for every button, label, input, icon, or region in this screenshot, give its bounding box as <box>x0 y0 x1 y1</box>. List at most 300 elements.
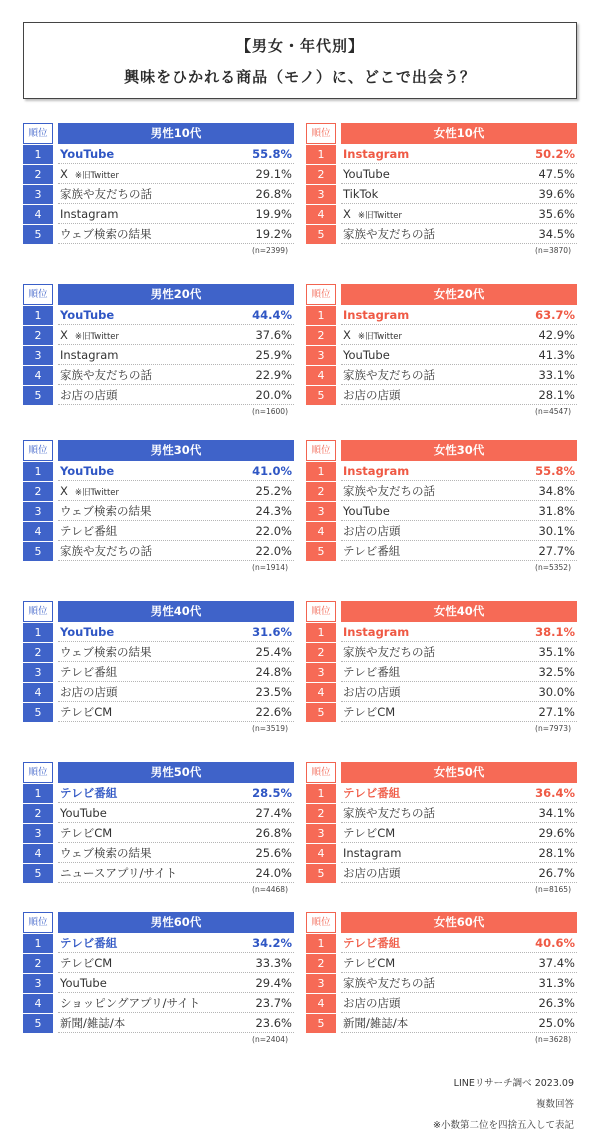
item-label-cell <box>60 385 118 405</box>
item-label: X <box>60 328 68 342</box>
item-label-cell <box>343 863 401 883</box>
rank-cell: 2 <box>306 481 336 501</box>
item-value: 26.8% <box>255 187 292 201</box>
group-header: 女性20代 <box>341 284 577 305</box>
row-divider <box>341 882 577 883</box>
item-label-cell <box>60 345 119 365</box>
table-row <box>23 521 294 541</box>
item-label-cell <box>60 481 119 501</box>
item-label: YouTube <box>343 504 390 518</box>
rank-cell: 4 <box>23 682 53 702</box>
sample-size: (n=2399) <box>252 246 288 255</box>
item-label-cell <box>60 973 107 993</box>
item-label-cell <box>60 1013 125 1033</box>
item-label-cell <box>343 385 401 405</box>
table-header <box>23 912 294 933</box>
table-row <box>23 823 294 843</box>
sample-size: (n=7973) <box>535 724 571 733</box>
rank-header: 順位 <box>306 762 336 783</box>
rank-cell: 2 <box>306 803 336 823</box>
table-row <box>306 863 577 883</box>
item-label-cell <box>60 204 119 224</box>
row-divider <box>341 243 577 244</box>
row-divider <box>58 560 294 561</box>
ranking-table <box>23 762 294 897</box>
table-row <box>306 305 577 325</box>
item-label: テレビ番組 <box>343 936 401 950</box>
item-label-cell <box>343 541 400 561</box>
item-label-cell <box>343 164 390 184</box>
item-label: YouTube <box>60 464 115 478</box>
table-row <box>23 204 294 224</box>
item-label-cell <box>343 501 390 521</box>
sample-size: (n=4547) <box>535 407 571 416</box>
table-header <box>23 284 294 305</box>
item-value: 25.4% <box>255 645 292 659</box>
item-value: 35.6% <box>538 207 575 221</box>
table-row <box>306 823 577 843</box>
item-value: 26.7% <box>538 866 575 880</box>
item-label: ニュースアプリ/サイト <box>60 866 178 880</box>
item-value: 37.4% <box>538 956 575 970</box>
ranking-table <box>306 912 577 1047</box>
group-header: 男性30代 <box>58 440 294 461</box>
item-label-cell <box>343 144 409 164</box>
group-header: 男性50代 <box>58 762 294 783</box>
item-label-cell <box>343 843 402 863</box>
rank-cell: 5 <box>306 224 336 244</box>
rank-header: 順位 <box>306 284 336 305</box>
item-label-cell <box>60 642 152 662</box>
table-row <box>306 224 577 244</box>
item-label: 家族や友だちの話 <box>343 368 435 382</box>
row-divider <box>341 1032 577 1033</box>
rank-cell: 2 <box>306 953 336 973</box>
item-label: テレビ番組 <box>60 786 118 800</box>
rank-cell: 4 <box>306 682 336 702</box>
rank-cell: 3 <box>306 973 336 993</box>
rank-cell: 2 <box>23 325 53 345</box>
item-label: ウェブ検索の結果 <box>60 504 152 518</box>
ranking-table <box>23 912 294 1047</box>
table-row <box>306 993 577 1013</box>
item-value: 34.2% <box>252 936 292 950</box>
sample-size: (n=1914) <box>252 563 288 572</box>
item-label: TikTok <box>343 187 379 201</box>
item-label: Instagram <box>343 147 410 161</box>
rank-cell: 4 <box>23 365 53 385</box>
sample-size: (n=3628) <box>535 1035 571 1044</box>
rank-header: 順位 <box>23 601 53 622</box>
item-label-cell <box>60 184 152 204</box>
sample-size: (n=3870) <box>535 246 571 255</box>
rank-cell: 1 <box>23 144 53 164</box>
item-label-cell <box>60 933 117 953</box>
item-value: 25.6% <box>255 846 292 860</box>
item-label-cell <box>343 521 401 541</box>
row-divider <box>341 560 577 561</box>
rank-cell: 1 <box>23 622 53 642</box>
table-row <box>23 953 294 973</box>
item-value: 28.5% <box>252 786 292 800</box>
table-row <box>306 521 577 541</box>
table-row <box>23 622 294 642</box>
item-value: 19.9% <box>255 207 292 221</box>
rank-cell: 1 <box>306 933 336 953</box>
item-label-cell <box>343 481 435 501</box>
sample-size: (n=2404) <box>252 1035 288 1044</box>
rank-cell: 1 <box>306 144 336 164</box>
item-label-cell <box>60 501 152 521</box>
group-header: 女性10代 <box>341 123 577 144</box>
item-value: 28.1% <box>538 388 575 402</box>
row-divider <box>58 243 294 244</box>
row-divider <box>341 404 577 405</box>
sample-size: (n=3519) <box>252 724 288 733</box>
item-label-cell <box>60 682 118 702</box>
table-row <box>306 642 577 662</box>
item-label: テレビCM <box>343 956 396 970</box>
ranking-table <box>23 123 294 258</box>
rank-header: 順位 <box>23 912 53 933</box>
rank-cell: 5 <box>306 863 336 883</box>
item-label-cell <box>343 204 402 224</box>
table-row <box>306 622 577 642</box>
item-label: テレビ番組 <box>343 665 401 679</box>
item-label: 家族や友だちの話 <box>343 227 435 241</box>
item-label: Instagram <box>343 464 410 478</box>
item-label-cell <box>60 521 117 541</box>
rank-cell: 3 <box>23 823 53 843</box>
item-value: 28.1% <box>538 846 575 860</box>
table-row <box>306 481 577 501</box>
table-header <box>306 912 577 933</box>
rank-cell: 3 <box>23 662 53 682</box>
table-row <box>306 843 577 863</box>
table-row <box>23 325 294 345</box>
item-value: 41.3% <box>538 348 575 362</box>
item-label: YouTube <box>343 167 390 181</box>
item-note: ※旧Twitter <box>74 171 120 181</box>
item-label: お店の店頭 <box>60 388 118 402</box>
ranking-table <box>306 284 577 419</box>
item-value: 23.6% <box>255 1016 292 1030</box>
rank-cell: 5 <box>306 1013 336 1033</box>
table-header <box>306 601 577 622</box>
item-value: 29.6% <box>538 826 575 840</box>
item-label: ウェブ検索の結果 <box>60 846 152 860</box>
table-row <box>306 783 577 803</box>
item-value: 26.8% <box>255 826 292 840</box>
item-value: 33.3% <box>255 956 292 970</box>
item-label-cell <box>343 682 401 702</box>
row-divider <box>58 721 294 722</box>
item-label: X <box>343 207 351 221</box>
item-label: Instagram <box>60 207 119 221</box>
table-row <box>306 953 577 973</box>
item-label-cell <box>60 224 152 244</box>
item-value: 26.3% <box>538 996 575 1010</box>
item-label: テレビCM <box>343 705 396 719</box>
rank-cell: 2 <box>23 481 53 501</box>
item-value: 44.4% <box>252 308 292 322</box>
item-value: 50.2% <box>535 147 575 161</box>
table-row <box>23 501 294 521</box>
rank-cell: 2 <box>306 164 336 184</box>
table-row <box>306 144 577 164</box>
item-label: 家族や友だちの話 <box>60 187 152 201</box>
rank-cell: 4 <box>23 521 53 541</box>
rank-header: 順位 <box>23 284 53 305</box>
table-row <box>23 843 294 863</box>
item-value: 33.1% <box>538 368 575 382</box>
rank-cell: 5 <box>23 863 53 883</box>
table-row <box>23 461 294 481</box>
rank-cell: 4 <box>306 521 336 541</box>
row-divider <box>58 404 294 405</box>
sample-size: (n=8165) <box>535 885 571 894</box>
table-row <box>23 682 294 702</box>
item-note: ※旧Twitter <box>74 332 120 342</box>
table-row <box>23 144 294 164</box>
item-label-cell <box>60 325 119 345</box>
table-row <box>306 184 577 204</box>
item-label: 家族や友だちの話 <box>343 484 435 498</box>
item-value: 55.8% <box>252 147 292 161</box>
item-label-cell <box>60 843 152 863</box>
table-row <box>23 863 294 883</box>
rank-cell: 3 <box>23 973 53 993</box>
rank-header: 順位 <box>306 123 336 144</box>
item-label-cell <box>343 305 409 325</box>
item-label: テレビCM <box>60 826 113 840</box>
item-value: 31.6% <box>252 625 292 639</box>
title-line-2: 興味をひかれる商品（モノ）に、どこで出会う？ <box>124 68 476 86</box>
item-label: テレビCM <box>60 705 113 719</box>
rank-header: 順位 <box>23 762 53 783</box>
table-row <box>306 933 577 953</box>
item-label: お店の店頭 <box>343 388 401 402</box>
rank-header: 順位 <box>306 912 336 933</box>
item-label: Instagram <box>60 348 119 362</box>
rank-cell: 5 <box>306 385 336 405</box>
table-row <box>306 345 577 365</box>
rank-cell: 1 <box>23 305 53 325</box>
item-label: ショッピングアプリ/サイト <box>60 996 201 1010</box>
rank-cell: 2 <box>23 953 53 973</box>
rank-cell: 1 <box>23 783 53 803</box>
item-label-cell <box>343 702 395 722</box>
item-label-cell <box>343 642 435 662</box>
table-header <box>306 284 577 305</box>
footer-note-multiple: 複数回答 <box>535 1099 574 1110</box>
rank-cell: 3 <box>23 501 53 521</box>
item-label-cell <box>60 461 114 481</box>
table-row <box>306 461 577 481</box>
item-value: 34.1% <box>538 806 575 820</box>
item-label-cell <box>60 541 152 561</box>
item-value: 55.8% <box>535 464 575 478</box>
item-label: YouTube <box>60 806 107 820</box>
table-row <box>306 325 577 345</box>
footer-source: LINEリサーチ調べ 2023.09 <box>453 1078 574 1089</box>
table-row <box>306 541 577 561</box>
table-row <box>23 642 294 662</box>
table-row <box>23 803 294 823</box>
table-row <box>23 1013 294 1033</box>
item-value: 36.4% <box>535 786 575 800</box>
item-label: 家族や友だちの話 <box>60 544 152 558</box>
item-value: 24.3% <box>255 504 292 518</box>
item-label-cell <box>60 863 177 883</box>
item-value: 63.7% <box>535 308 575 322</box>
item-value: 41.0% <box>252 464 292 478</box>
sample-size: (n=1600) <box>252 407 288 416</box>
ranking-table <box>23 284 294 419</box>
item-note: ※旧Twitter <box>74 488 120 498</box>
item-value: 27.4% <box>255 806 292 820</box>
rank-cell: 3 <box>306 501 336 521</box>
item-label: Instagram <box>343 308 410 322</box>
group-header: 女性40代 <box>341 601 577 622</box>
rank-cell: 2 <box>306 642 336 662</box>
rank-cell: 3 <box>306 184 336 204</box>
table-row <box>306 803 577 823</box>
item-label-cell <box>343 345 390 365</box>
item-value: 27.1% <box>538 705 575 719</box>
table-header <box>306 440 577 461</box>
item-label: テレビ番組 <box>343 786 401 800</box>
table-header <box>23 762 294 783</box>
item-label: X <box>60 167 68 181</box>
item-label: お店の店頭 <box>343 524 401 538</box>
item-value: 22.0% <box>255 524 292 538</box>
table-row <box>23 365 294 385</box>
item-label-cell <box>343 993 401 1013</box>
item-value: 25.2% <box>255 484 292 498</box>
table-row <box>23 184 294 204</box>
item-value: 32.5% <box>538 665 575 679</box>
table-row <box>23 345 294 365</box>
item-label-cell <box>343 184 378 204</box>
table-row <box>23 541 294 561</box>
item-value: 34.5% <box>538 227 575 241</box>
item-label-cell <box>343 933 400 953</box>
rank-cell: 4 <box>306 365 336 385</box>
rank-cell: 5 <box>23 385 53 405</box>
item-label-cell <box>60 803 107 823</box>
item-label-cell <box>343 803 435 823</box>
sample-size: (n=5352) <box>535 563 571 572</box>
table-row <box>23 164 294 184</box>
group-header: 男性20代 <box>58 284 294 305</box>
item-label-cell <box>343 783 400 803</box>
ranking-table <box>23 601 294 736</box>
item-value: 39.6% <box>538 187 575 201</box>
ranking-table <box>306 440 577 575</box>
item-value: 24.0% <box>255 866 292 880</box>
footer-note-rounding: ※小数第二位を四捨五入して表記 <box>433 1120 574 1131</box>
table-row <box>23 305 294 325</box>
item-label: Instagram <box>343 625 410 639</box>
item-label-cell <box>343 823 395 843</box>
title-line-1: 【男女・年代別】 <box>235 37 364 55</box>
item-label: YouTube <box>60 976 107 990</box>
item-label: テレビCM <box>343 826 396 840</box>
item-label: 新聞/雑誌/本 <box>343 1016 409 1030</box>
item-label-cell <box>60 662 117 682</box>
item-value: 25.0% <box>538 1016 575 1030</box>
item-label-cell <box>343 461 409 481</box>
table-row <box>306 662 577 682</box>
item-value: 38.1% <box>535 625 575 639</box>
item-label-cell <box>343 1013 408 1033</box>
item-label: X <box>343 328 351 342</box>
table-row <box>23 385 294 405</box>
rank-cell: 2 <box>23 642 53 662</box>
item-value: 27.7% <box>538 544 575 558</box>
item-label: X <box>60 484 68 498</box>
item-label-cell <box>343 325 402 345</box>
item-value: 22.0% <box>255 544 292 558</box>
rank-cell: 3 <box>23 184 53 204</box>
rank-cell: 5 <box>306 702 336 722</box>
ranking-table <box>306 762 577 897</box>
rank-cell: 1 <box>306 461 336 481</box>
rank-header: 順位 <box>23 123 53 144</box>
rank-cell: 1 <box>306 783 336 803</box>
item-label-cell <box>60 365 152 385</box>
item-label: テレビCM <box>60 956 113 970</box>
table-header <box>23 123 294 144</box>
table-row <box>23 481 294 501</box>
rank-cell: 3 <box>23 345 53 365</box>
item-value: 31.8% <box>538 504 575 518</box>
rank-cell: 4 <box>23 204 53 224</box>
rank-cell: 2 <box>23 164 53 184</box>
item-label-cell <box>60 993 200 1013</box>
table-row <box>23 662 294 682</box>
item-label-cell <box>60 953 112 973</box>
item-label: YouTube <box>60 625 115 639</box>
table-row <box>23 933 294 953</box>
item-label-cell <box>60 702 112 722</box>
rank-cell: 4 <box>306 843 336 863</box>
item-value: 40.6% <box>535 936 575 950</box>
item-note: ※旧Twitter <box>357 211 403 221</box>
table-row <box>23 783 294 803</box>
item-value: 30.0% <box>538 685 575 699</box>
item-label: 新聞/雑誌/本 <box>60 1016 126 1030</box>
item-label-cell <box>60 144 114 164</box>
item-value: 24.8% <box>255 665 292 679</box>
item-value: 23.5% <box>255 685 292 699</box>
group-header: 女性30代 <box>341 440 577 461</box>
item-label-cell <box>60 823 112 843</box>
ranking-table <box>23 440 294 575</box>
item-label-cell <box>60 622 114 642</box>
table-row <box>306 973 577 993</box>
rank-cell: 2 <box>306 325 336 345</box>
group-header: 女性60代 <box>341 912 577 933</box>
item-value: 20.0% <box>255 388 292 402</box>
ranking-table <box>306 601 577 736</box>
item-value: 42.9% <box>538 328 575 342</box>
table-row <box>306 702 577 722</box>
item-label: 家族や友だちの話 <box>343 645 435 659</box>
table-row <box>23 993 294 1013</box>
table-row <box>306 164 577 184</box>
